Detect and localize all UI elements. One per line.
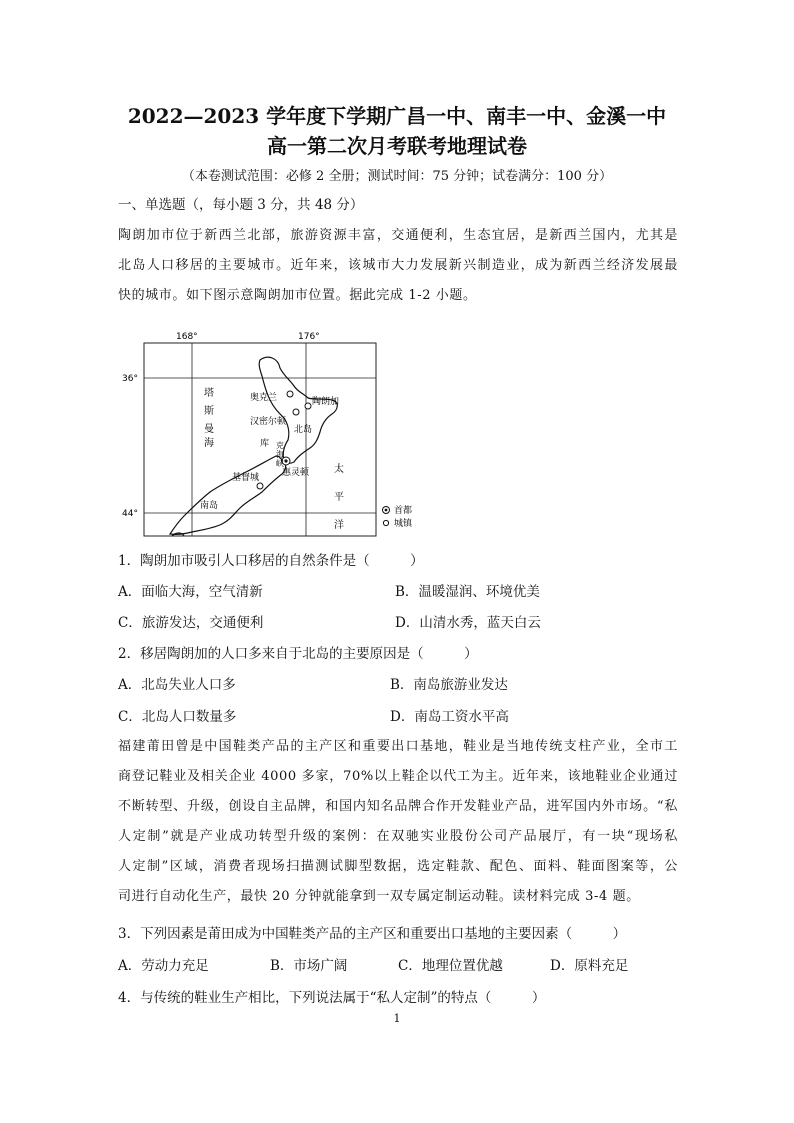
south-island-label: 南岛 [200,501,219,511]
page-number: 1 [393,1012,401,1025]
q1-option-c: C．旅游发达，交通便利 [118,615,264,631]
tasman-sea-label-2: 斯 [204,406,214,417]
passage-1-line: 北岛人口移居的主要城市。近年来，该城市大力发展新兴制造业，成为新西兰经济发展最 [118,258,678,273]
passage-1 [118,221,678,311]
question-3-stem: 3．下列因素是莆田成为中国鞋类产品的主产区和重要出口基地的主要因素（ ） [118,926,627,942]
passage-2-line: 不断转型、升级，创设自主品牌，和国内知名品牌合作开发鞋业产品，进军国内外市场。“私 [118,799,678,814]
q3-option-a: A．劳动力充足 [118,958,209,974]
passage-2-line: 商登记鞋业及相关企业 4000 多家，70%以上鞋企以代工为主。近年来，该地鞋业企业通过 [118,769,678,784]
cook-strait-label-4: 峡 [276,459,284,468]
cook-strait-label-3: 海 [276,450,284,459]
tasman-sea-label-4: 海 [204,438,214,449]
tasman-sea-label-1: 塔 [204,388,214,399]
section-heading: 一、单选题（，每小题 3 分，共 48 分） [118,197,364,213]
q2-option-a: A．北岛失业人口多 [118,677,236,693]
hamilton-marker [293,409,299,415]
question-4-stem: 4．与传统的鞋业生产相比，下列说法属于“私人定制”的特点（ ） [118,990,546,1006]
cook-strait-label-2: 克 [276,441,284,450]
lat-label-36: 36° [122,374,138,384]
map-legend [378,502,438,532]
passage-1-line: 快的城市。如下图示意陶朗加市位置。据此完成 1-2 小题。 [118,288,477,303]
q3-option-b: B．市场广阔 [270,958,348,974]
tasman-sea-label-3: 曼 [204,424,214,435]
pacific-ocean-label-2: 平 [334,492,344,503]
south-island-outline [170,456,286,534]
passage-2-line: 人定制”就是产业成功转型升级的案例：在双驰实业股份公司产品展厅，有一块“现场私 [118,829,678,844]
tauranga-label: 陶朗加 [312,397,340,407]
q1-option-b: B．温暖湿润、环境优美 [395,584,540,600]
q3-option-d: D．原料充足 [550,958,629,974]
passage-2-line: 人定制”区域，消费者现场扫描测试脚型数据，选定鞋款、配色、面料、鞋面图案等，公 [118,859,678,874]
q3-option-c: C．地理位置优越 [398,958,503,974]
christchurch-marker [257,483,263,489]
wellington-label: 惠灵顿 [282,468,310,478]
christchurch-label: 基督城 [232,473,260,483]
passage-2-line: 福建莆田曾是中国鞋类产品的主产区和重要出口基地，鞋业是当地传统支柱产业，全市工 [118,739,678,754]
exam-title-line1: 2022—2023 学年度下学期广昌一中、南丰一中、金溪一中 [127,104,667,128]
lon-label-176: 176° [298,332,320,342]
question-1-stem: 1．陶朗加市吸引人口移居的自然条件是（ ） [118,553,424,569]
tauranga-marker [305,403,311,409]
lon-label-168: 168° [176,332,198,342]
question-2-stem: 2．移居陶朗加的人口多来自于北岛的主要原因是（ ） [118,646,478,662]
hamilton-label: 汉密尔顿 [250,417,287,427]
exam-title-line2: 高一第二次月考联考地理试卷 [267,134,527,158]
q1-option-a: A．面临大海，空气清新 [118,584,263,600]
passage-1-line: 陶朗加市位于新西兰北部，旅游资源丰富，交通便利，生态宜居，是新西兰国内，尤其是 [118,228,678,243]
q2-option-c: C．北岛人口数量多 [118,709,237,725]
town-legend-label: 城镇 [394,519,413,529]
lat-label-44: 44° [122,509,138,519]
wellington-capital-dot [284,459,287,462]
capital-legend-label: 首都 [394,506,413,516]
passage-2-line: 司进行自动化生产，最快 20 分钟就能拿到一双专属定制运动鞋。读材料完成 3-4 题。 [118,889,640,904]
pacific-ocean-label-3: 洋 [334,520,344,531]
town-legend-icon [383,520,388,525]
auckland-label: 奥克兰 [250,393,278,403]
scope-note: （本卷测试范围：必修 2 全册；测试时间：75 分钟；试卷满分：100 分） [181,169,613,184]
passage-2 [118,732,678,912]
auckland-marker [287,391,293,397]
pacific-ocean-label-1: 太 [334,464,344,475]
q1-option-d: D．山清水秀，蓝天白云 [395,615,541,631]
cook-strait-label-1: 库 [260,439,270,449]
north-island-label: 北岛 [294,425,313,435]
q2-option-d: D．南岛工资水平高 [390,709,509,725]
q2-option-b: B．南岛旅游业发达 [390,677,508,693]
new-zealand-location-map [118,328,398,538]
